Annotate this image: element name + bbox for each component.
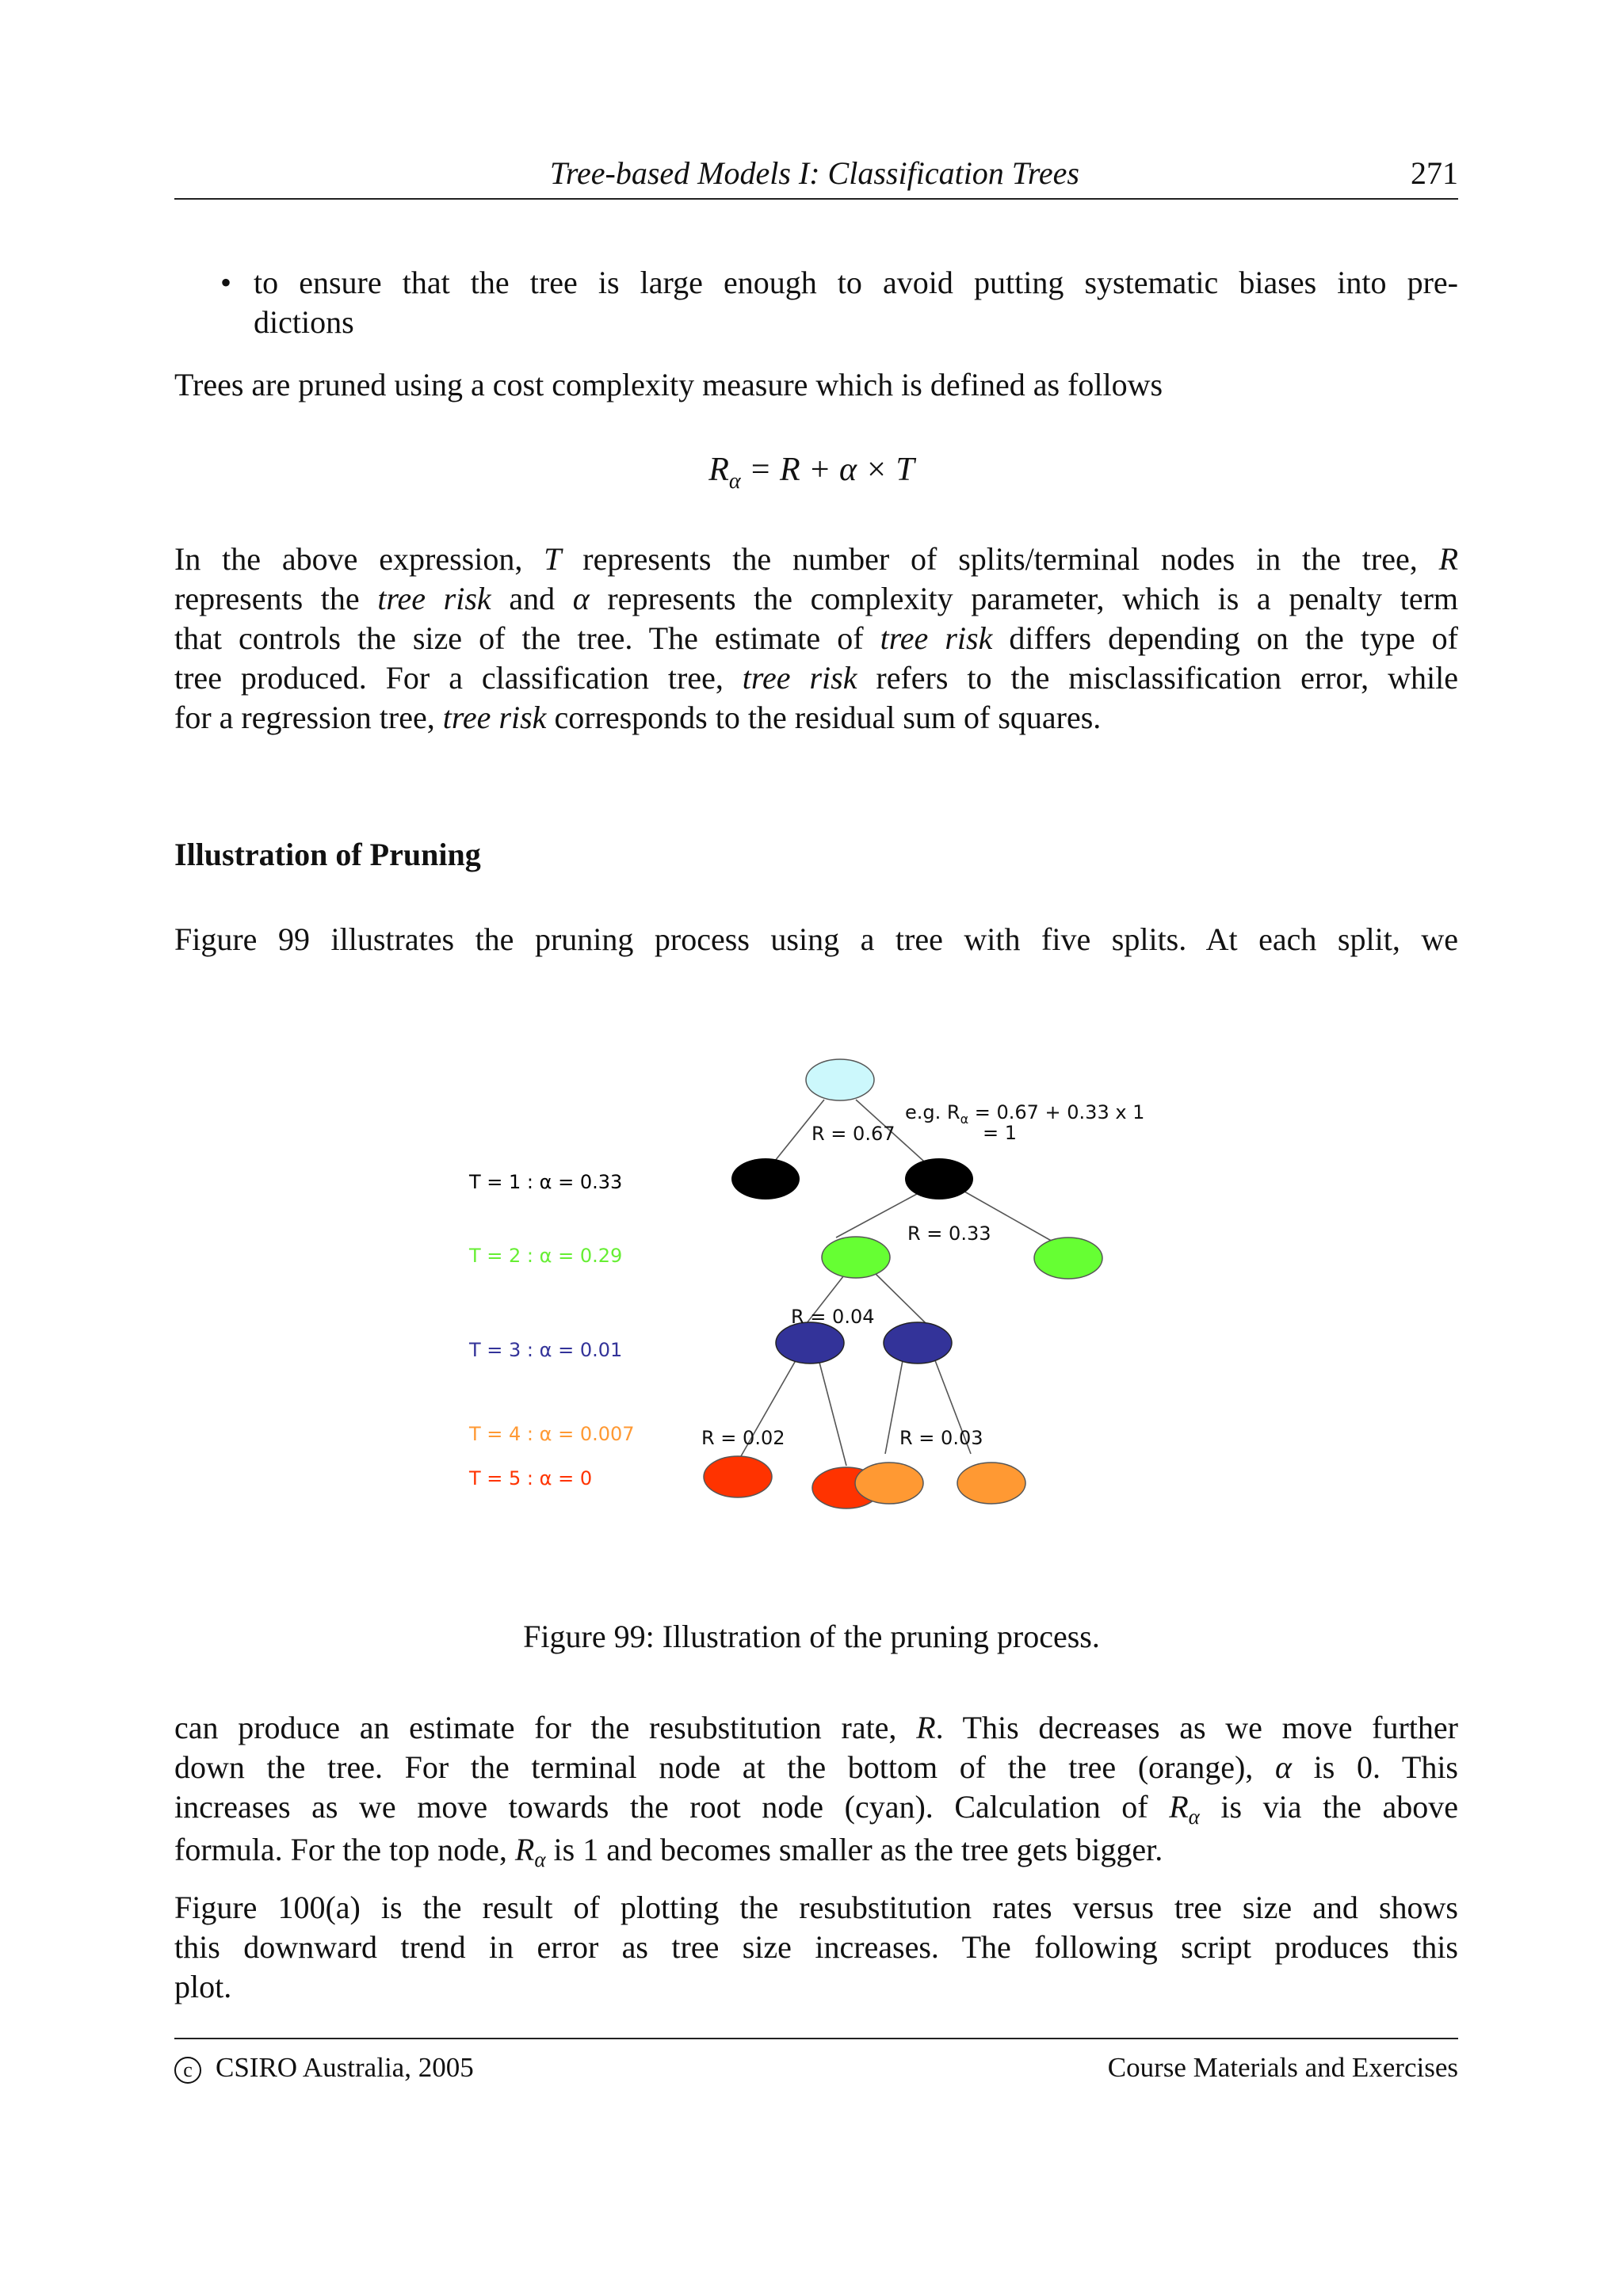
- text-run: represents the: [174, 581, 378, 616]
- paragraph-cost-complexity: Trees are pruned using a cost complexity measure which is defined as follows: [174, 367, 1163, 402]
- paragraph-figure-intro: [174, 920, 1458, 959]
- label-eg-formula: e.g. $R_\alpha = 0.67 + 0.33$ x 1: [905, 1101, 1145, 1127]
- math-R: R: [514, 1832, 535, 1867]
- label-r-002: R = 0.02: [701, 1427, 785, 1449]
- page-number: 271: [1411, 155, 1458, 191]
- emphasis-tree-risk: tree risk: [742, 660, 857, 696]
- math-R: R: [1438, 541, 1458, 577]
- para5-line-1: Figure 100(a) is the result of plotting the resubstitution rates versus tree size and shows: [174, 1890, 1458, 1925]
- para2-line-2: [174, 579, 1458, 619]
- running-title: Tree-based Models I: Classification Trees: [549, 155, 1079, 191]
- text-run: is 0. This: [1291, 1749, 1458, 1785]
- node-root: [806, 1059, 874, 1100]
- copyright-icon: c: [174, 2057, 201, 2084]
- para2-line-1: [174, 540, 1458, 579]
- bullet-line-1: to ensure that the tree is large enough to avoid putting systematic biases into pre-: [254, 265, 1458, 300]
- math-R: R: [1169, 1789, 1189, 1825]
- para5-line-2: this downward trend in error as tree size increases. The following script produces this: [174, 1929, 1458, 1965]
- footer-copyright: [174, 2052, 474, 2084]
- text-run: corresponds to the residual sum of squares.: [546, 700, 1102, 735]
- text-run: is 1 and becomes smaller as the tree gets bigger.: [545, 1832, 1163, 1867]
- emphasis-tree-risk: tree risk: [377, 581, 491, 616]
- equation-rhs: = R + α × T: [749, 452, 915, 488]
- math-subscript: α: [1188, 1805, 1200, 1829]
- legend-t4: T = 4 : α = 0.007: [469, 1423, 635, 1445]
- page-header: [174, 153, 1458, 200]
- footer-rule: [174, 2038, 1458, 2039]
- para4-line-3: [174, 1787, 1458, 1830]
- legend-t5: T = 5 : α = 0: [469, 1467, 593, 1489]
- math-subscript: α: [534, 1848, 546, 1871]
- edge-navy-redright: [818, 1356, 846, 1466]
- node-navy-right: [884, 1322, 952, 1363]
- para5-line-3: plot.: [174, 1969, 232, 2004]
- text-run: can produce an estimate for the resubstitution rate,: [174, 1710, 917, 1745]
- para4-line-4: [174, 1830, 1458, 1873]
- label-eg-result: = 1: [983, 1122, 1018, 1144]
- label-r-067: R = 0.67: [812, 1123, 896, 1145]
- legend-t3: T = 3 : α = 0.01: [469, 1339, 623, 1361]
- para2-line-3: [174, 619, 1458, 658]
- emphasis-tree-risk: tree risk: [442, 700, 547, 735]
- equation-lhs: R: [708, 452, 729, 488]
- legend-t2: T = 2 : α = 0.29: [469, 1245, 623, 1267]
- para4-line-1: [174, 1708, 1458, 1748]
- text-run: is via the above: [1199, 1789, 1459, 1825]
- footer-right-text: Course Materials and Exercises: [1107, 2052, 1458, 2083]
- node-orange-right: [957, 1463, 1025, 1504]
- label-r-003: R = 0.03: [899, 1427, 983, 1449]
- text-run: . This decreases as we move further: [935, 1710, 1458, 1745]
- paragraph-expression-explanation: [174, 540, 1458, 738]
- math-T: T: [544, 541, 562, 577]
- label-r-004: R = 0.04: [791, 1306, 875, 1328]
- math-R: R: [916, 1710, 936, 1745]
- para2-line-5: [174, 698, 1458, 738]
- node-orange-left: [855, 1463, 923, 1504]
- text-run: that controls the size of the tree. The estimate of: [174, 620, 880, 656]
- bullet-dot-icon: •: [220, 265, 232, 300]
- math-alpha: α: [1274, 1749, 1292, 1785]
- bullet-line-2: dictions: [254, 304, 354, 340]
- text-run: formula. For the top node,: [174, 1832, 515, 1867]
- node-black-right: [905, 1158, 973, 1199]
- para3-line-1: Figure 99 illustrates the pruning process using a tree with five splits. At each split, we: [174, 921, 1458, 957]
- cost-complexity-equation: [0, 450, 1623, 494]
- legend-t1: T = 1 : α = 0.33: [469, 1171, 623, 1193]
- paragraph-figure-100: [174, 1888, 1458, 2007]
- text-run: and: [491, 581, 573, 616]
- node-black-left: [731, 1158, 800, 1199]
- pruning-tree-figure: [444, 1030, 1181, 1537]
- node-green-left: [822, 1237, 890, 1278]
- bullet-text: [254, 263, 1458, 342]
- section-heading: Illustration of Pruning: [174, 837, 481, 872]
- header-rule: [174, 198, 1458, 200]
- label-r-033: R = 0.33: [907, 1222, 991, 1245]
- node-red-left: [704, 1456, 772, 1497]
- equation-lhs-subscript: α: [728, 469, 741, 494]
- para4-line-2: [174, 1748, 1458, 1787]
- figure-caption: Figure 99: Illustration of the pruning process.: [523, 1619, 1100, 1654]
- text-run: increases as we move towards the root node (cyan). Calculation of: [174, 1789, 1170, 1825]
- text-run: represents the complexity parameter, which is a penalty term: [589, 581, 1459, 616]
- paragraph-resubstitution: [174, 1708, 1458, 1873]
- text-run: In the above expression,: [174, 541, 544, 577]
- footer-left-text: CSIRO Australia, 2005: [216, 2052, 474, 2083]
- emphasis-tree-risk: tree risk: [880, 620, 993, 656]
- text-run: refers to the misclassification error, while: [857, 660, 1458, 696]
- text-run: represents the number of splits/terminal nodes in the tree,: [561, 541, 1439, 577]
- edge-green-navyright: [874, 1272, 926, 1323]
- math-alpha: α: [572, 581, 590, 616]
- pruning-tree-diagram: [444, 1030, 1181, 1537]
- para2-line-4: [174, 658, 1458, 698]
- node-navy-left: [776, 1322, 844, 1363]
- text-run: down the tree. For the terminal node at the bottom of the tree (orange),: [174, 1749, 1275, 1785]
- alpha-legend: [468, 1171, 635, 1489]
- text-run: tree produced. For a classification tree,: [174, 660, 743, 696]
- text-run: differs depending on the type of: [992, 620, 1458, 656]
- node-green-right: [1034, 1238, 1102, 1279]
- text-run: for a regression tree,: [174, 700, 443, 735]
